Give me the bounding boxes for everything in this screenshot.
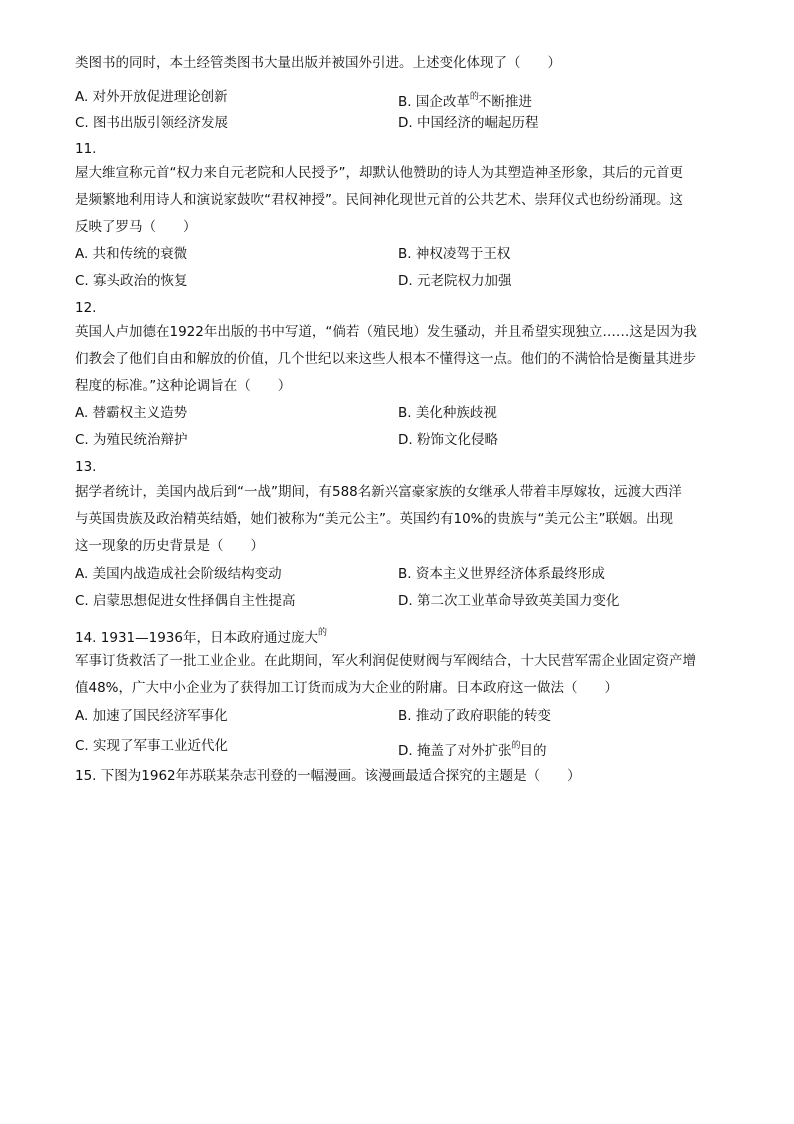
q10-option-b-post: 不断推进 [477, 94, 532, 110]
q12-options-row2 [75, 430, 725, 450]
q12-number: 12. [75, 300, 97, 316]
q14-option-d-sup: 的 [511, 741, 520, 751]
q14-stem-line: 军事订货救活了一批工业企业。在此期间，军火利润促使财阀与军阀结合，十大民营军需企业固定资产增 [75, 653, 696, 669]
q14-options-row2 [75, 736, 725, 759]
q14-option-d[interactable] [398, 736, 547, 761]
q13-options-row1 [75, 564, 725, 584]
q11-option-a[interactable]: A. 共和传统的衰微 [75, 246, 188, 262]
q12-option-b[interactable]: B. 美化种族歧视 [398, 405, 497, 421]
q14-option-b[interactable]: B. 推动了政府职能的转变 [398, 708, 551, 724]
q10-option-a[interactable]: A. 对外开放促进理论创新 [75, 89, 228, 105]
q13-stem-line: 与英国贵族及政治精英结婚，她们被称为“美元公主”。英国约有10%的贵族与“美元公主”联姻。出现 [75, 511, 673, 527]
q13-stem-line: 这一现象的历史背景是（ ） [75, 538, 264, 554]
q11-options-row1 [75, 244, 725, 264]
q12-options-row1 [75, 403, 725, 423]
q10-options-row2 [75, 113, 725, 133]
q14-stem-line: 值48%，广大中小企业为了获得加工订货而成为大企业的附庸。日本政府这一做法（ ） [75, 680, 619, 696]
q12-stem-line: 们教会了他们自由和解放的价值，几个世纪以来这些人根本不懂得这一点。他们的不满恰恰是衡量其进步 [75, 351, 696, 367]
q11-option-b[interactable]: B. 神权凌驾于王权 [398, 246, 511, 262]
q11-stem-line: 是频繁地利用诗人和演说家鼓吹“君权神授”。民间神化现世元首的公共艺术、崇拜仪式也纷纷涌现。这 [75, 192, 683, 208]
q13-option-d[interactable]: D. 第二次工业革命导致英美国力变化 [398, 593, 620, 609]
q13-option-a[interactable]: A. 美国内战造成社会阶级结构变动 [75, 566, 282, 582]
q11-options-row2 [75, 271, 725, 291]
q11-option-c[interactable]: C. 寡头政治的恢复 [75, 273, 188, 289]
q14-option-a[interactable]: A. 加速了国民经济军事化 [75, 708, 228, 724]
q14-head [75, 623, 725, 648]
q12-option-d[interactable]: D. 粉饰文化侵略 [398, 432, 498, 448]
q14-option-d-post: 目的 [519, 743, 547, 759]
q12-stem-line: 程度的标准。”这种论调旨在（ ） [75, 378, 292, 394]
q10-option-c[interactable]: C. 图书出版引领经济发展 [75, 115, 229, 131]
q11-stem-line: 反映了罗马（ ） [75, 219, 197, 235]
q12-stem-line: 英国人卢加德在1922年出版的书中写道，“倘若（殖民地）发生骚动，并且希望实现独立……这是因为我 [75, 324, 697, 340]
q11-stem-line: 屋大维宣称元首“权力来自元老院和人民授予”，却默认他赞助的诗人为其塑造神圣形象，其后的元首更 [75, 165, 683, 181]
q15-head: 15. 下图为1962年苏联某杂志刊登的一幅漫画。该漫画最适合探究的主题是（ ） [75, 768, 581, 784]
q12-option-c[interactable]: C. 为殖民统治辩护 [75, 432, 188, 448]
q14-head-sup: 的 [317, 628, 326, 638]
q14-option-d-pre: D. 掩盖了对外扩张 [398, 743, 512, 759]
q11-number: 11. [75, 141, 97, 157]
q10-option-d[interactable]: D. 中国经济的崛起历程 [398, 115, 539, 131]
q13-option-b[interactable]: B. 资本主义世界经济体系最终形成 [398, 566, 605, 582]
q11-option-d[interactable]: D. 元老院权力加强 [398, 273, 512, 289]
q10-stem-tail: 类图书的同时，本土经管类图书大量出版并被国外引进。上述变化体现了（ ） [75, 55, 561, 71]
q12-option-a[interactable]: A. 替霸权主义造势 [75, 405, 188, 421]
q13-number: 13. [75, 459, 97, 475]
q10-options-row1 [75, 87, 725, 110]
q10-option-b-pre: B. 国企改革 [398, 94, 470, 110]
q13-options-row2 [75, 591, 725, 611]
q10-option-b[interactable] [398, 87, 532, 112]
q13-option-c[interactable]: C. 启蒙思想促进女性择偶自主性提高 [75, 593, 296, 609]
q14-options-row1 [75, 706, 725, 726]
q14-option-c[interactable]: C. 实现了军事工业近代化 [75, 738, 229, 754]
q13-stem-line: 据学者统计，美国内战后到“一战”期间，有588名新兴富豪家族的女继承人带着丰厚嫁妆，远渡大西洋 [75, 484, 682, 500]
q14-head-text: 14. 1931—1936年，日本政府通过庞大 [75, 630, 318, 646]
q10-option-b-sup: 的 [469, 92, 478, 102]
